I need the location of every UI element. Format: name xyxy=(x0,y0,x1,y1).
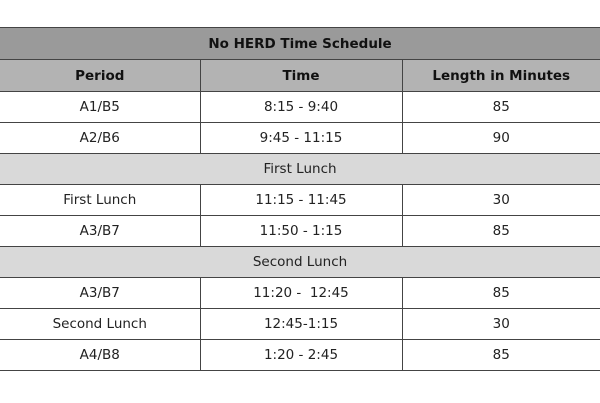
time-cell: 8:15 - 9:40 xyxy=(200,92,402,123)
time-cell: 11:20 - 12:45 xyxy=(200,278,402,309)
table-row xyxy=(0,92,600,123)
table-row xyxy=(0,185,600,216)
length-cell: 30 xyxy=(402,185,600,216)
table-title-row xyxy=(0,28,600,60)
time-cell: 11:15 - 11:45 xyxy=(200,185,402,216)
period-cell: A4/B8 xyxy=(0,340,200,371)
column-header-length: Length in Minutes xyxy=(402,60,600,92)
section-row-first-lunch xyxy=(0,154,600,185)
column-header-time: Time xyxy=(200,60,402,92)
section-label: Second Lunch xyxy=(0,247,600,278)
period-cell: A3/B7 xyxy=(0,216,200,247)
time-cell: 11:50 - 1:15 xyxy=(200,216,402,247)
table-header-row xyxy=(0,60,600,92)
length-cell: 85 xyxy=(402,340,600,371)
section-label: First Lunch xyxy=(0,154,600,185)
table-row xyxy=(0,123,600,154)
time-cell: 9:45 - 11:15 xyxy=(200,123,402,154)
column-header-period: Period xyxy=(0,60,200,92)
period-cell: Second Lunch xyxy=(0,309,200,340)
section-row-second-lunch xyxy=(0,247,600,278)
period-cell: A2/B6 xyxy=(0,123,200,154)
table-row xyxy=(0,278,600,309)
length-cell: 85 xyxy=(402,216,600,247)
length-cell: 85 xyxy=(402,92,600,123)
period-cell: A1/B5 xyxy=(0,92,200,123)
length-cell: 30 xyxy=(402,309,600,340)
period-cell: A3/B7 xyxy=(0,278,200,309)
table-row xyxy=(0,309,600,340)
schedule-container xyxy=(0,27,600,371)
schedule-table xyxy=(0,27,600,371)
time-cell: 12:45-1:15 xyxy=(200,309,402,340)
period-cell: First Lunch xyxy=(0,185,200,216)
time-cell: 1:20 - 2:45 xyxy=(200,340,402,371)
length-cell: 85 xyxy=(402,278,600,309)
table-row xyxy=(0,216,600,247)
table-title: No HERD Time Schedule xyxy=(0,28,600,60)
length-cell: 90 xyxy=(402,123,600,154)
table-row xyxy=(0,340,600,371)
